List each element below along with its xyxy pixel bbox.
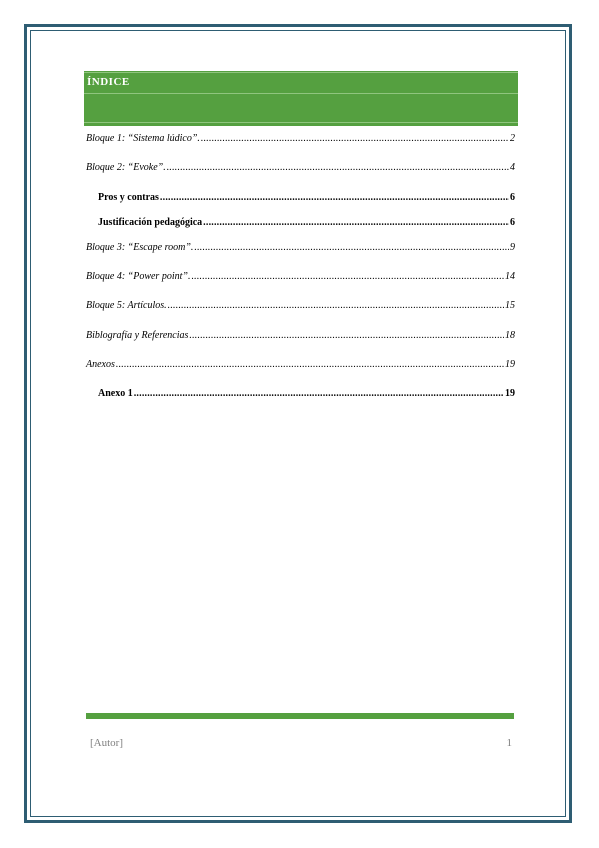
toc-entry-anexos[interactable] [86, 359, 515, 371]
toc-header-band [84, 71, 518, 126]
toc-entry-page: 6 [510, 217, 515, 228]
toc-entry-bloque-5[interactable] [86, 300, 515, 312]
toc-entry-page: 4 [510, 162, 515, 173]
toc-entry-bloque-2[interactable] [86, 162, 515, 174]
toc-entry-bibliografia[interactable] [86, 330, 515, 342]
toc-entry-label: Justificación pedagógica [98, 217, 203, 228]
toc-entry-page: 19 [505, 388, 515, 399]
toc-leader-dots [134, 388, 504, 400]
page-border-inner [30, 30, 566, 817]
toc-leader-dots [168, 300, 504, 312]
toc-leader-dots [167, 162, 509, 174]
toc-entry-label: Pros y contras [98, 192, 159, 203]
toc-entry-bloque-4[interactable] [86, 271, 515, 283]
footer-accent-bar [86, 713, 514, 719]
toc-entry-page: 18 [505, 330, 515, 341]
toc-entry-page: 2 [510, 133, 515, 144]
toc-entry-label: Anexos [86, 359, 115, 370]
toc-entry-page: 19 [505, 359, 515, 370]
toc-entry-page: 15 [505, 300, 515, 311]
toc-entry-label: Anexo 1 [98, 388, 133, 399]
toc-entry-label: Bloque 2: “Evoke”. [86, 162, 166, 173]
toc-leader-dots [203, 217, 509, 229]
toc-entry-label: Bloque 1: “Sistema lúdico”. [86, 133, 200, 144]
toc-leader-dots [194, 242, 509, 254]
toc-entry-bloque-3[interactable] [86, 242, 515, 254]
header-rule [84, 93, 518, 94]
header-rule [84, 72, 518, 73]
header-rule [84, 122, 518, 123]
toc-entry-justificacion[interactable] [98, 217, 515, 229]
toc-entry-label: Bloque 5: Artículos. [86, 300, 167, 311]
footer-author: [Autor] [90, 737, 123, 749]
toc-entry-label: Bloque 4: “Power point”. [86, 271, 191, 282]
toc-entry-label: Bloque 3: “Escape room”. [86, 242, 194, 253]
toc-entry-label: Biblografía y Referencias [86, 330, 189, 341]
toc-entry-pros-contras[interactable] [98, 192, 515, 204]
toc-entry-page: 14 [505, 271, 515, 282]
toc-leader-dots [191, 271, 504, 283]
toc-entry-page: 6 [510, 192, 515, 203]
toc-leader-dots [189, 330, 504, 342]
footer-page-number: 1 [506, 737, 512, 749]
toc-entry-anexo-1[interactable] [98, 388, 515, 400]
toc-leader-dots [160, 192, 509, 204]
toc-title: ÍNDICE [87, 76, 130, 88]
toc-leader-dots [201, 133, 509, 145]
toc-entry-page: 9 [510, 242, 515, 253]
toc-leader-dots [116, 359, 504, 371]
toc-entry-bloque-1[interactable] [86, 133, 515, 145]
